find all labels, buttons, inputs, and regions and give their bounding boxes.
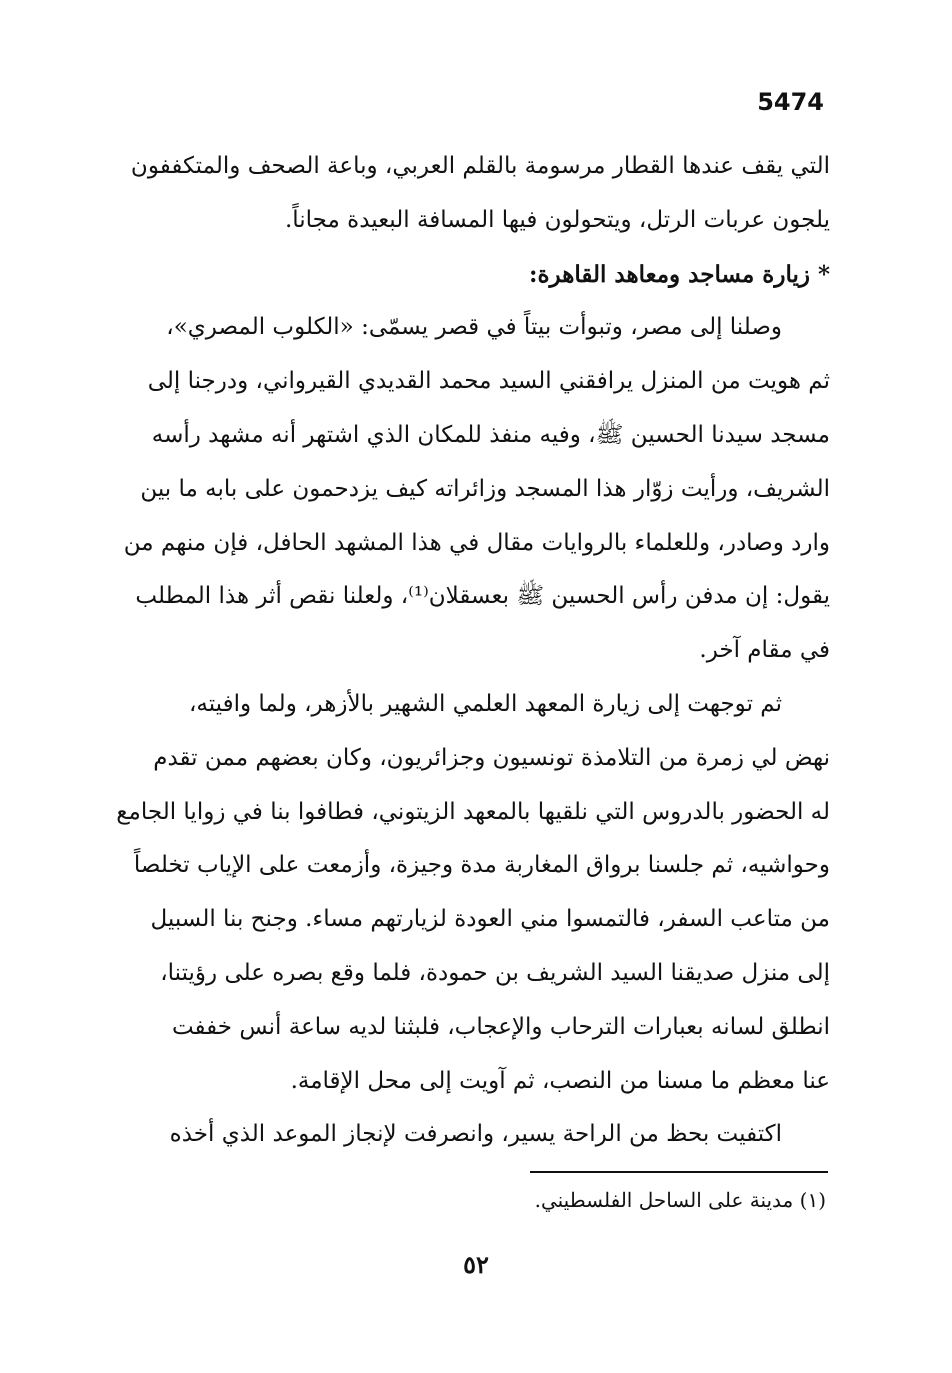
- text-line: وارد وصادر، وللعلماء بالروايات مقال في هذا المشهد الحافل، فإن منهم من: [123, 529, 830, 556]
- text-line: مسجد سيدنا الحسين ﷺ، وفيه منفذ للمكان الذي اشتهر أنه مشهد رأسه: [151, 421, 830, 448]
- text-line: اكتفيت بحظ من الراحة يسير، وانصرفت لإنجاز الموعد الذي أخذه: [169, 1121, 782, 1148]
- text-line: إلى منزل صديقنا السيد الشريف بن حمودة، فلما وقع بصره على رؤيتنا،: [160, 959, 830, 986]
- text-line: ثم هويت من المنزل يرافقني السيد محمد القديدي القيرواني، ودرجنا إلى: [147, 368, 830, 395]
- text-line: عنا معظم ما مسنا من النصب، ثم آويت إلى محل الإقامة.: [290, 1067, 830, 1094]
- text-line: الشريف، ورأيت زوّار هذا المسجد وزائراته كيف يزدحمون على بابه ما بين: [140, 475, 830, 502]
- text-line: ثم توجهت إلى زيارة المعهد العلمي الشهير بالأزهر، ولما وافيته،: [188, 690, 782, 717]
- text-line: وصلنا إلى مصر، وتبوأت بيتاً في قصر يسمّى: «الكلوب المصري»،: [166, 314, 782, 341]
- footnote: (١) مدينة على الساحل الفلسطيني.: [534, 1188, 826, 1212]
- text-line: انطلق لسانه بعبارات الترحاب والإعجاب، فلبثنا لديه ساعة أنس خففت: [171, 1013, 830, 1040]
- text-line: من متاعب السفر، فالتمسوا مني العودة لزيارتهم مساء. وجنح بنا السبيل: [150, 906, 830, 933]
- page-number: ٥٢: [463, 1250, 489, 1279]
- text-line: له الحضور بالدروس التي نلقيها بالمعهد الزيتوني، فطافوا بنا في زوايا الجامع: [116, 798, 830, 825]
- section-heading: * زيارة مساجد ومعاهد القاهرة:: [529, 260, 830, 288]
- footnote-separator: [530, 1171, 828, 1173]
- text-line: التي يقف عندها القطار مرسومة بالقلم العربي، وباعة الصحف والمتكففون: [130, 153, 830, 179]
- text-line: وحواشيه، ثم جلسنا برواق المغاربة مدة وجيزة، وأزمعت على الإياب تخلصاً: [133, 852, 830, 879]
- page-id: 5474: [757, 88, 824, 116]
- body-text: [110, 140, 830, 1162]
- text-line: يلجون عربات الرتل، ويتحولون فيها المسافة البعيدة مجاناً.: [284, 206, 830, 233]
- text-line: يقول: إن مدفن رأس الحسين ﷺ بعسقلان⁽¹⁾، ولعلنا نقص أثر هذا المطلب: [135, 583, 830, 610]
- text-line: في مقام آخر.: [699, 637, 830, 664]
- text-line: نهض لي زمرة من التلامذة تونسيون وجزائريون، وكان بعضهم ممن تقدم: [153, 744, 830, 771]
